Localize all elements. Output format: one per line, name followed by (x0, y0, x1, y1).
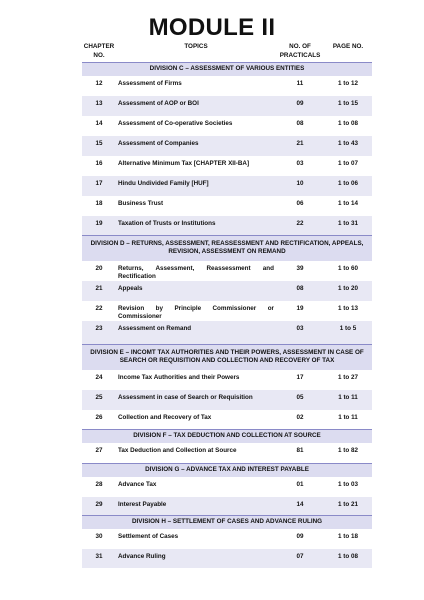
division-header (82, 63, 372, 76)
page-range: 1 to 08 (324, 549, 372, 568)
practicals-count: 08 (276, 281, 324, 301)
chapter-topic: Taxation of Trusts or Institutions (116, 216, 276, 236)
page-range: 1 to 5 (324, 321, 372, 345)
chapter-topic: Alternative Minimum Tax [CHAPTER XII-BA] (118, 159, 250, 167)
page-range: 1 to 21 (324, 497, 372, 516)
chapter-row (82, 96, 372, 116)
chapter-topic: Assessment of Firms (118, 79, 182, 87)
chapter-row (82, 321, 372, 345)
page-range: 1 to 11 (338, 413, 358, 421)
practicals-count: 17 (296, 373, 304, 381)
chapter-row (82, 216, 372, 236)
practicals-count: 01 (296, 480, 304, 488)
division-title: DIVISION H – SETTLEMENT OF CASES AND ADVANCE RULING (82, 516, 372, 529)
chapter-row (82, 301, 372, 321)
division-header (82, 464, 372, 477)
chapter-row (82, 281, 372, 301)
practicals-count: 81 (296, 446, 304, 454)
chapter-number: 16 (95, 159, 103, 167)
chapter-row (82, 136, 372, 156)
chapter-row (82, 196, 372, 216)
practicals-count: 08 (296, 119, 304, 127)
practicals-count: 11 (296, 79, 304, 87)
chapter-number: 22 (95, 304, 103, 312)
page-range: 1 to 03 (338, 480, 358, 488)
chapter-number: 31 (82, 549, 116, 568)
chapter-number: 28 (95, 480, 103, 488)
page-range: 1 to 11 (324, 390, 372, 410)
page-range: 1 to 20 (324, 281, 372, 301)
chapter-number: 14 (95, 119, 103, 127)
chapter-topic: Tax Deduction and Collection at Source (118, 446, 237, 454)
chapter-number: 15 (82, 136, 116, 156)
page-range: 1 to 82 (338, 446, 358, 454)
chapter-number: 18 (95, 199, 103, 207)
page-range: 1 to 18 (338, 532, 358, 540)
chapter-topic: Settlement of Cases (118, 532, 179, 540)
division-title: DIVISION E – INCOMT TAX AUTHORITIES AND THEIR POWERS, ASSESSMENT IN CASE OF SEARCH OR REQUISITION AND COLLECTION AND RECOVERY OF TAX (82, 345, 372, 370)
practicals-count: 07 (276, 549, 324, 568)
chapter-row (82, 549, 372, 568)
header-topics: TOPICS (116, 40, 276, 63)
chapter-topic: Appeals (116, 281, 276, 301)
chapter-topic: Interest Payable (116, 497, 276, 516)
chapter-number: 17 (82, 176, 116, 196)
chapter-row (82, 261, 372, 281)
chapter-row (82, 477, 372, 497)
practicals-count: 14 (276, 497, 324, 516)
chapter-number: 21 (82, 281, 116, 301)
page-range: 1 to 15 (324, 96, 372, 116)
practicals-count: 19 (296, 304, 304, 312)
division-title: DIVISION F – TAX DEDUCTION AND COLLECTION AT SOURCE (82, 430, 372, 443)
practicals-count: 05 (276, 390, 324, 410)
chapter-row (82, 410, 372, 430)
chapter-topic: Assessment of AOP or BOI (116, 96, 276, 116)
chapter-row (82, 390, 372, 410)
chapter-topic: Income Tax Authorities and their Powers (118, 373, 240, 381)
division-title: DIVISION C – ASSESSMENT OF VARIOUS ENTITIES (82, 63, 372, 76)
practicals-count: 10 (276, 176, 324, 196)
practicals-count: 02 (296, 413, 304, 421)
contents-table (82, 40, 372, 568)
page-range: 1 to 31 (324, 216, 372, 236)
chapter-number: 13 (82, 96, 116, 116)
chapter-topic: Revision by Principle Commissioner or Commissioner (118, 304, 274, 320)
page-range: 1 to 60 (338, 264, 358, 272)
chapter-topic: Advance Ruling (116, 549, 276, 568)
chapter-row (82, 116, 372, 136)
division-header (82, 236, 372, 261)
chapter-row (82, 76, 372, 96)
chapter-number: 24 (95, 373, 103, 381)
chapter-number: 25 (82, 390, 116, 410)
chapter-number: 27 (95, 446, 103, 454)
chapter-number: 20 (95, 264, 103, 272)
page-range: 1 to 12 (338, 79, 358, 87)
chapter-row (82, 156, 372, 176)
header-practicals: NO. OF PRACTICALS (276, 40, 324, 63)
chapter-number: 12 (95, 79, 103, 87)
chapter-topic: Collection and Recovery of Tax (118, 413, 212, 421)
header-row (82, 40, 372, 63)
page-title: MODULE II (148, 14, 276, 41)
chapter-number: 23 (82, 321, 116, 345)
header-page-no: PAGE NO. (324, 40, 372, 63)
division-header (82, 516, 372, 529)
page-range: 1 to 07 (338, 159, 358, 167)
chapter-row (82, 529, 372, 549)
practicals-count: 09 (296, 532, 304, 540)
division-header (82, 430, 372, 443)
header-chapter-no: CHAPTER NO. (82, 40, 116, 63)
chapter-row (82, 176, 372, 196)
practicals-count: 06 (296, 199, 304, 207)
chapter-topic: Assessment in case of Search or Requisition (116, 390, 276, 410)
practicals-count: 21 (276, 136, 324, 156)
chapter-number: 29 (82, 497, 116, 516)
chapter-number: 30 (95, 532, 103, 540)
page-range: 1 to 43 (324, 136, 372, 156)
practicals-count: 22 (276, 216, 324, 236)
contents-body (82, 63, 372, 568)
page-range: 1 to 27 (338, 373, 358, 381)
page-range: 1 to 14 (338, 199, 358, 207)
chapter-number: 26 (95, 413, 103, 421)
chapter-topic: Assessment on Remand (116, 321, 276, 345)
practicals-count: 03 (296, 159, 304, 167)
practicals-count: 09 (276, 96, 324, 116)
page-range: 1 to 13 (338, 304, 358, 312)
chapter-topic: Hindu Undivided Family [HUF] (116, 176, 276, 196)
chapter-topic: Business Trust (118, 199, 164, 207)
chapter-topic: Returns, Assessment, Reassessment and Rectification (118, 264, 274, 280)
practicals-count: 39 (296, 264, 304, 272)
chapter-row (82, 497, 372, 516)
chapter-number: 19 (82, 216, 116, 236)
division-title: DIVISION G – ADVANCE TAX AND INTEREST PAYABLE (82, 464, 372, 477)
division-title: DIVISION D – RETURNS, ASSESSMENT, REASSESSMENT AND RECTIFICATION, APPEALS, REVISION, ASSESSMENT ON REMAND (82, 236, 372, 261)
chapter-topic: Assessment of Companies (116, 136, 276, 156)
chapter-topic: Assessment of Co-operative Societies (118, 119, 233, 127)
page-range: 1 to 06 (324, 176, 372, 196)
chapter-row (82, 370, 372, 390)
chapter-row (82, 443, 372, 464)
division-header (82, 345, 372, 370)
page-range: 1 to 08 (338, 119, 358, 127)
chapter-topic: Advance Tax (118, 480, 157, 488)
practicals-count: 03 (276, 321, 324, 345)
